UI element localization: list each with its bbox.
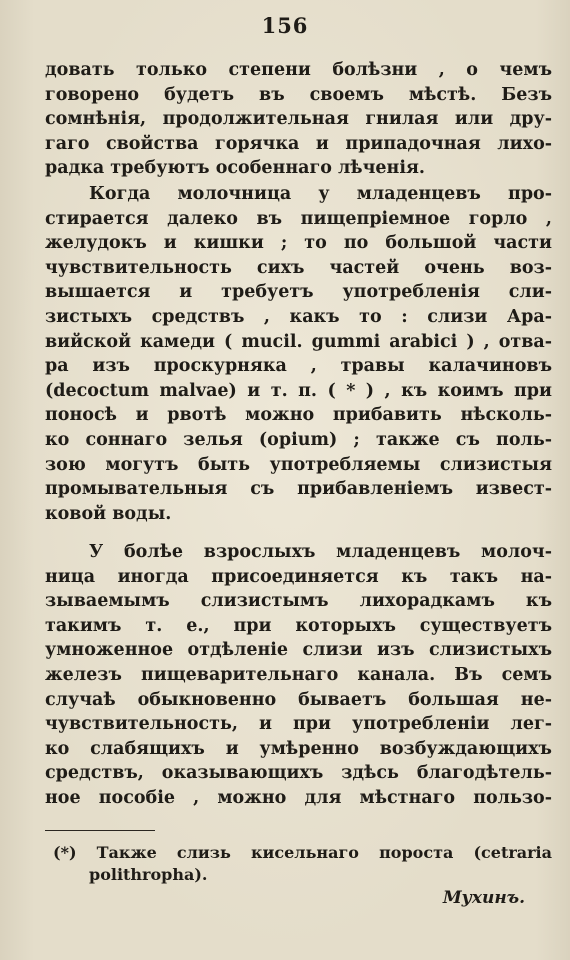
page-number: 156	[261, 13, 309, 38]
text-line: зываемымъ слизистымъ лихорадкамъ къ	[45, 591, 552, 612]
text-line: У болѣе взрослыхъ младенцевъ молоч-	[89, 542, 552, 562]
text-line: стирается далеко въ пищепріемное горло ,	[45, 208, 552, 229]
text-line: ра изъ проскурняка , травы калачиновъ	[45, 356, 552, 377]
text-line: такимъ т. е., при которыхъ существуетъ	[45, 615, 552, 636]
text-line: гаго свойства горячка и припадочная лихо-	[45, 133, 552, 154]
text-line: зистыхъ средствъ , какъ то : слизи Ара-	[45, 306, 552, 327]
footnote	[45, 842, 552, 886]
text-line: зою могутъ быть употребляемы слизистыя	[45, 454, 552, 475]
text-line: поносѣ и рвотѣ можно прибавить нѣсколь-	[45, 405, 552, 426]
paragraph-3	[45, 540, 552, 811]
footnote-line: (*) Также слизь кисельнаго пороста (cetraria	[53, 843, 552, 862]
text-line: умноженное отдѣленіе слизи изъ слизистыхъ	[45, 640, 552, 661]
text-line: ное пособіе , можно для мѣстнаго пользо-	[45, 787, 552, 808]
author-signature: Мухинъ.	[442, 888, 525, 908]
text-line: вышается и требуетъ употребленія сли-	[45, 282, 552, 303]
text-line: ко слабящихъ и умѣренно возбуждающихъ	[45, 738, 552, 759]
text-line: ница иногда присоединяется къ такъ на-	[45, 566, 552, 587]
text-line: ко соннаго зелья (opium) ; также съ поль-	[45, 429, 552, 450]
text-line: чувствительность сихъ частей очень воз-	[45, 257, 552, 278]
footnote-line: polithropha).	[89, 865, 208, 884]
text-line: довать только степени болѣзни , о чемъ	[45, 60, 552, 80]
text-line: желудокъ и кишки ; то по большой части	[45, 233, 552, 254]
text-line: ковой воды.	[45, 503, 172, 524]
text-line: (decoctum malvae) и т. п. ( * ) , къ коимъ при	[45, 380, 552, 401]
text-line: радка требуютъ особеннаго лѣченія.	[45, 158, 426, 179]
text-line: железъ пищеварительнаго канала. Въ семъ	[45, 664, 552, 685]
text-line: чувствительность, и при употребленіи лег-	[45, 714, 552, 735]
text-line: Когда молочница у младенцевъ про-	[89, 184, 552, 204]
paragraph-2	[45, 182, 552, 526]
footnote-divider	[45, 830, 155, 831]
text-line: промывательныя съ прибавленіемъ извест-	[45, 479, 552, 500]
text-line: средствъ, оказывающихъ здѣсь благодѣтель-	[45, 763, 552, 784]
text-line: говорено будетъ въ своемъ мѣстѣ. Безъ	[45, 84, 552, 105]
text-line: вийской камеди ( mucil. gummi arabici ) , отва-	[45, 331, 552, 352]
paragraph-1	[45, 58, 552, 181]
text-line: случаѣ обыкновенно бываетъ большая не-	[45, 689, 552, 710]
text-line: сомнѣнія, продолжительная гнилая или дру-	[45, 109, 552, 130]
